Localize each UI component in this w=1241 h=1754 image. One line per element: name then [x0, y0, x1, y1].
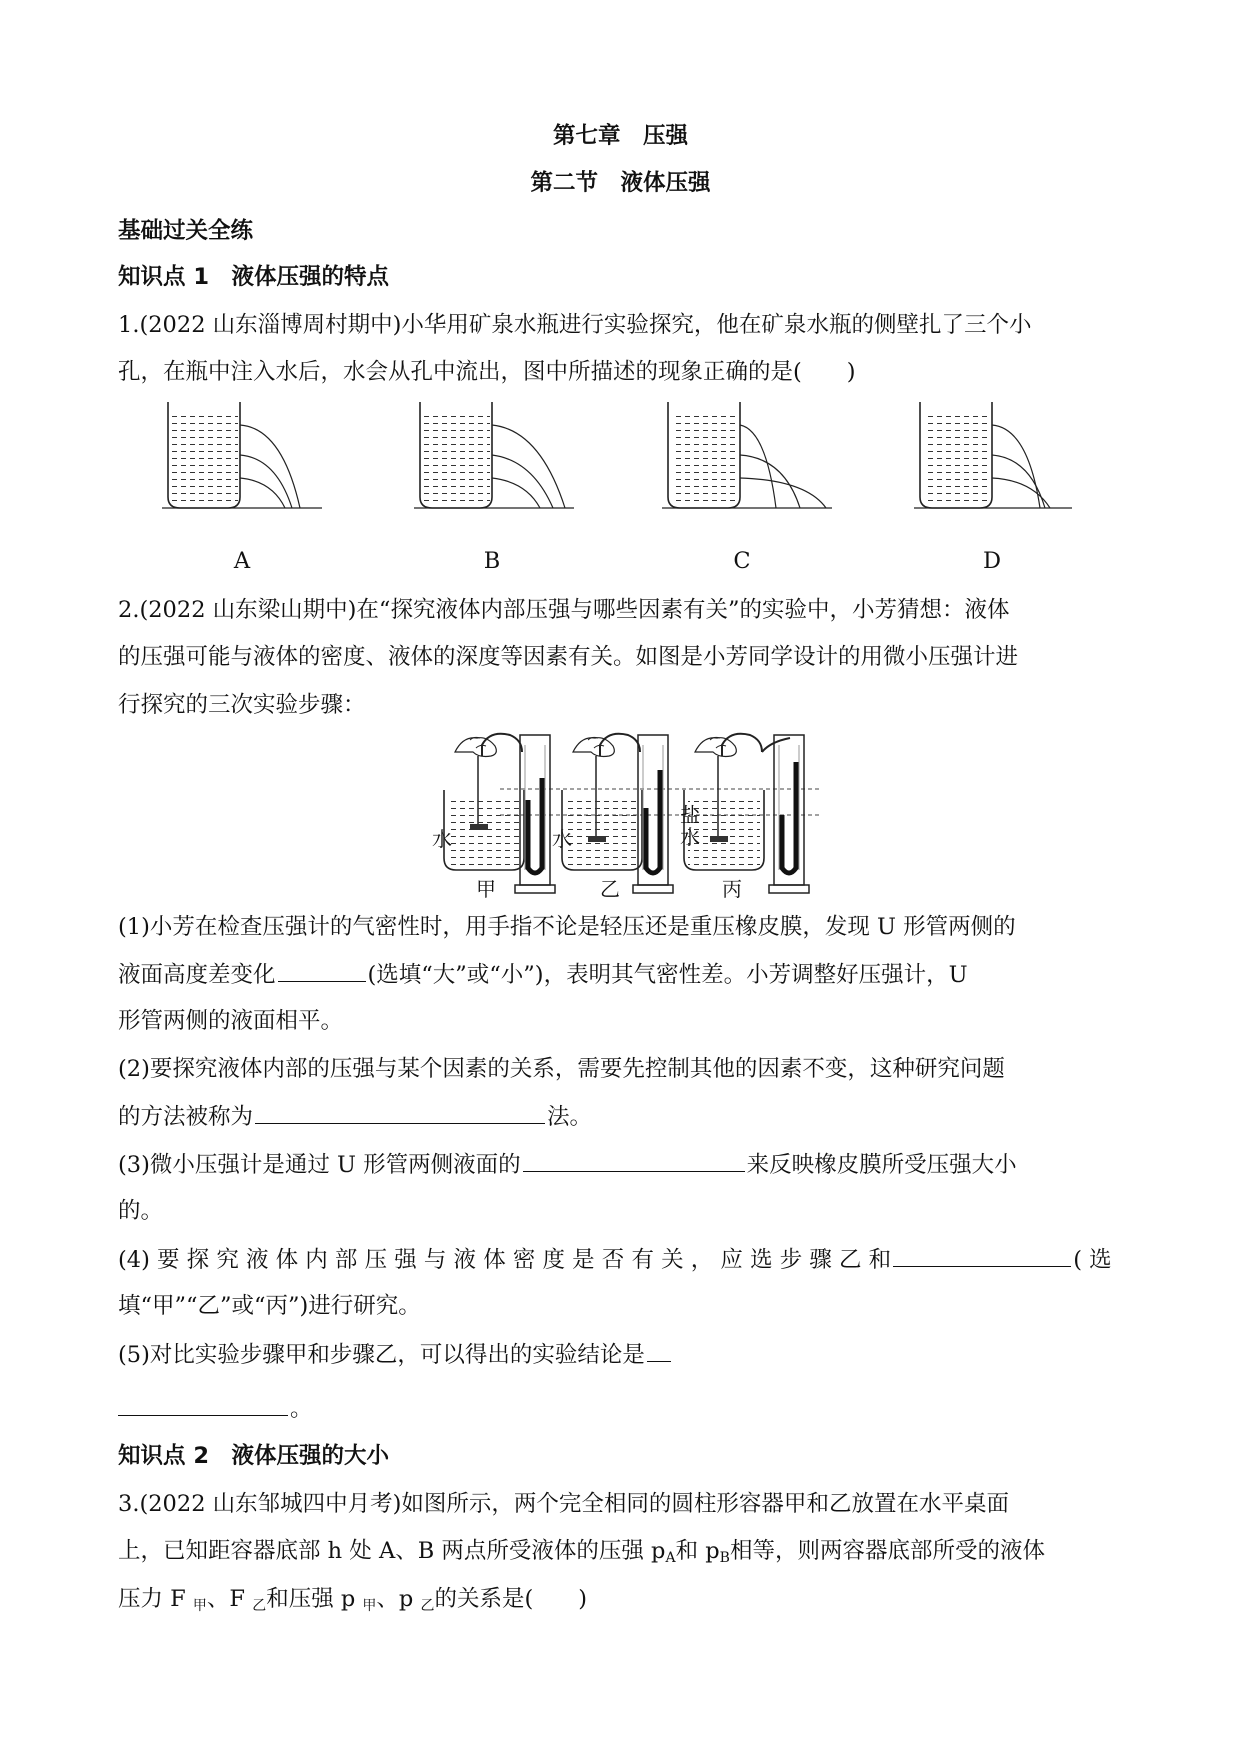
setup-jia — [444, 734, 555, 893]
q2-sub1-line2 — [118, 959, 968, 990]
q3-sub-b: B — [719, 1550, 730, 1566]
hand-icon — [573, 738, 614, 757]
q2-sub1-line1: (1)小芳在检查压强计的气密性时，用手指不论是轻压还是重压橡皮膜，发现 U 形管两侧的 — [118, 914, 1016, 940]
q2-sub2-text-pre: 的方法被称为 — [118, 1104, 254, 1130]
answer-blank-3[interactable] — [523, 1149, 745, 1172]
q3-line3-b: 、F — [206, 1586, 253, 1612]
knowledge-point-1-heading: 知识点 1 液体压强的特点 — [118, 264, 389, 290]
q2-sub3-line1 — [118, 1149, 1017, 1180]
answer-blank-4[interactable] — [893, 1244, 1071, 1267]
label-step-bing: 丙 — [722, 877, 742, 901]
q2-line2: 的压强可能与液体的密度、液体的深度等因素有关。如图是小芳同学设计的用微小压强计进 — [118, 644, 1019, 670]
q3-line3-d: 、p — [376, 1586, 421, 1612]
answer-blank-1[interactable] — [278, 959, 366, 982]
q2-sub4-text-pre: (4) 要 探 究 液 体 内 部 压 强 与 液 体 密 度 是 否 有 关 ， 应 选 步 骤 乙 和 — [118, 1247, 892, 1273]
label-step-jia: 甲 — [476, 877, 496, 901]
q3-line3-e: 的关系是( ) — [434, 1586, 588, 1612]
q2-sub4-text-post: ( 选 — [1073, 1247, 1112, 1273]
part-heading: 基础过关全练 — [118, 218, 254, 244]
q2-sub2-line1: (2)要探究液体内部的压强与某个因素的关系，需要先控制其他的因素不变，这种研究问题 — [118, 1056, 1005, 1082]
option-a-label[interactable]: A — [233, 548, 251, 574]
q3-line3-sub2: 乙 — [252, 1598, 267, 1614]
q2-sub1-text-pre: 液面高度差变化 — [118, 962, 276, 988]
q2-line1: 2.(2022 山东梁山期中)在“探究液体内部压强与哪些因素有关”的实验中，小芳猜想：液体 — [118, 597, 1010, 623]
q2-sub5-end: 。 — [290, 1396, 313, 1422]
q2-line3: 行探究的三次实验步骤： — [118, 692, 366, 718]
q2-sub2-text-post: 法。 — [547, 1104, 593, 1130]
q3-line3-a: 压力 F — [118, 1586, 193, 1612]
q1-line1: 1.(2022 山东淄博周村期中)小华用矿泉水瓶进行实验探究，他在矿泉水瓶的侧壁扎了三个小 — [118, 312, 1032, 338]
q3-line3 — [118, 1584, 587, 1621]
answer-blank-5b[interactable] — [118, 1393, 288, 1416]
option-d-label[interactable]: D — [982, 548, 1002, 574]
q2-sub1-text-post: (选填“大”或“小”)，表明其气密性差。小芳调整好压强计，U — [367, 962, 968, 988]
option-c-label[interactable]: C — [733, 548, 751, 574]
q3-line1: 3.(2022 山东邹城四中月考)如图所示，两个完全相同的圆柱形容器甲和乙放置在水平桌面 — [118, 1491, 1009, 1517]
q3-line2-c: 相等，则两容器底部所受的液体 — [729, 1538, 1045, 1564]
q2-sub5-text: (5)对比实验步骤甲和步骤乙，可以得出的实验结论是 — [118, 1342, 645, 1368]
q3-line3-sub1: 甲 — [192, 1598, 207, 1614]
hand-icon — [455, 738, 496, 757]
label-step-yi: 乙 — [600, 877, 620, 901]
answer-blank-2[interactable] — [255, 1101, 545, 1124]
q1-line2: 孔，在瓶中注入水后，水会从孔中流出，图中所描述的现象正确的是( ) — [118, 359, 856, 385]
q2-sub4-line2: 填“甲”“乙”或“丙”)进行研究。 — [118, 1293, 421, 1319]
q3-sub-a: A — [665, 1550, 676, 1566]
q2-sub5-line1 — [118, 1339, 673, 1370]
q3-line3-sub4: 乙 — [420, 1598, 435, 1614]
label-water-1: 水 — [432, 827, 452, 851]
chapter-title: 第七章 压强 — [552, 123, 688, 149]
label-salt-water: 水 — [680, 825, 700, 849]
q2-sub5-line2 — [118, 1393, 313, 1424]
q2-sub3-text-post: 来反映橡皮膜所受压强大小 — [746, 1152, 1017, 1178]
section-title: 第二节 液体压强 — [530, 170, 711, 196]
option-b-label[interactable]: B — [483, 548, 501, 574]
knowledge-point-2-heading: 知识点 2 液体压强的大小 — [118, 1443, 389, 1469]
q3-line2 — [118, 1536, 1045, 1573]
answer-blank-5a[interactable] — [647, 1339, 671, 1362]
hand-icon — [695, 738, 736, 757]
q3-line3-c: 和压强 p — [266, 1586, 363, 1612]
setup-yi — [562, 734, 673, 893]
q2-sub1-line3: 形管两侧的液面相平。 — [118, 1008, 344, 1034]
q3-line2-a: 上，已知距容器底部 h 处 A、B 两点所受液体的压强 p — [118, 1538, 666, 1564]
q2-sub3-text-pre: (3)微小压强计是通过 U 形管两侧液面的 — [118, 1152, 521, 1178]
q3-line2-b: 和 p — [675, 1538, 720, 1564]
setup-bing — [684, 734, 809, 893]
q2-sub3-line2: 的。 — [118, 1198, 164, 1224]
label-water-2: 水 — [552, 827, 572, 851]
q2-sub4-line1 — [118, 1244, 1112, 1275]
q3-line3-sub3: 甲 — [362, 1598, 377, 1614]
label-salt: 盐 — [680, 803, 700, 827]
q2-sub2-line2 — [118, 1101, 592, 1132]
